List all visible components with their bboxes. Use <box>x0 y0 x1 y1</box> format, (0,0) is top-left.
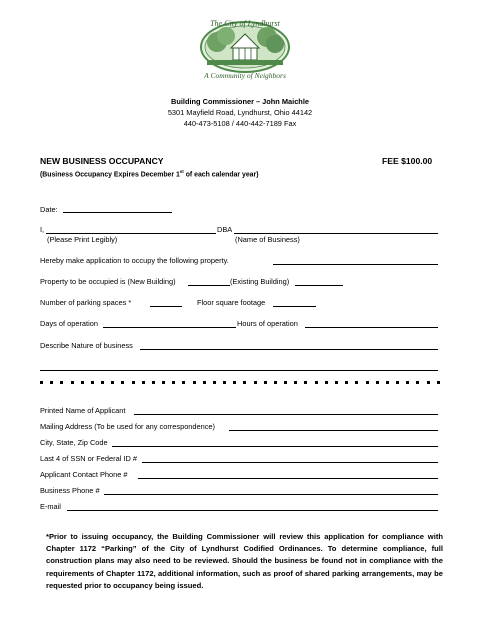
square-footage-field[interactable] <box>273 306 316 307</box>
parking-spaces-field[interactable] <box>150 306 182 307</box>
square-footage-label: Floor square footage <box>197 298 266 307</box>
expiration-note: (Business Occupancy Expires December 1st of each calendar year) <box>40 169 259 179</box>
business-phone-field[interactable] <box>104 494 438 495</box>
date-field[interactable] <box>63 212 172 213</box>
applicant-name-field[interactable] <box>46 233 216 234</box>
days-of-operation-label: Days of operation <box>40 319 98 328</box>
svg-text:A Community of Neighbors: A Community of Neighbors <box>204 71 286 80</box>
new-building-label: Property to be occupied is (New Building) <box>40 277 176 286</box>
printed-name-label: Printed Name of Applicant <box>40 406 126 415</box>
business-name-hint: (Name of Business) <box>235 235 300 244</box>
lyndhurst-seal-icon <box>193 16 297 82</box>
new-building-field[interactable] <box>188 285 230 286</box>
dba-label: DBA <box>217 225 233 234</box>
ssn-federal-id-field[interactable] <box>142 462 438 463</box>
email-field[interactable] <box>67 510 438 511</box>
mailing-address-label: Mailing Address (To be used for any correspondence) <box>40 422 216 431</box>
business-nature-field[interactable] <box>140 349 438 350</box>
contact-phone-field[interactable] <box>138 478 438 479</box>
contact-phone-label: Applicant Contact Phone # <box>40 470 128 479</box>
date-label: Date: <box>40 205 58 214</box>
ssn-federal-id-label: Last 4 of SSN or Federal ID # <box>40 454 137 463</box>
city-logo <box>193 16 297 82</box>
days-of-operation-field[interactable] <box>103 327 236 328</box>
hours-of-operation-field[interactable] <box>305 327 438 328</box>
business-nature-label: Describe Nature of business <box>40 341 133 350</box>
printed-name-field[interactable] <box>134 414 438 415</box>
dotted-separator <box>40 381 440 385</box>
commissioner-name: Building Commissioner – John Maichle <box>171 97 309 106</box>
applicant-name-label: I, <box>40 225 45 234</box>
dba-field[interactable] <box>234 233 438 234</box>
print-legibly-hint: (Please Print Legibly) <box>47 235 118 244</box>
office-address: 5301 Mayfield Road, Lyndhurst, Ohio 44142 <box>167 108 313 117</box>
property-address-field[interactable] <box>273 264 438 265</box>
business-phone-label: Business Phone # <box>40 486 100 495</box>
city-state-zip-label: City, State, Zip Code <box>40 438 108 447</box>
form-title: NEW BUSINESS OCCUPANCY <box>40 156 164 166</box>
compliance-note: *Prior to issuing occupancy, the Building Commissioner will review this application for compliance with Chapter 1172 “Parking” of the City of Lyndhurst Codified Ordinances. To determine compliance, full construction plans may also need to be reviewed. Should the business be found not in compliance with the requirements of Chapter 1172, additional information, such as proof of shared parking arrangements, may be requested prior to occupancy being issued. <box>46 532 443 590</box>
existing-building-label: (Existing Building) <box>230 277 290 286</box>
hereby-statement: Hereby make application to occupy the following property. <box>40 256 229 265</box>
fee-amount: FEE $100.00 <box>382 156 433 166</box>
office-phone: 440-473-5108 / 440-442-7189 Fax <box>183 119 297 128</box>
business-nature-field-line-2[interactable] <box>40 370 438 371</box>
city-state-zip-field[interactable] <box>112 446 438 447</box>
existing-building-field[interactable] <box>295 285 343 286</box>
hours-of-operation-label: Hours of operation <box>237 319 298 328</box>
email-label: E-mail <box>40 502 61 511</box>
svg-text:The City of Lyndhurst: The City of Lyndhurst <box>210 19 280 28</box>
parking-spaces-label: Number of parking spaces * <box>40 298 132 307</box>
mailing-address-field[interactable] <box>229 430 438 431</box>
